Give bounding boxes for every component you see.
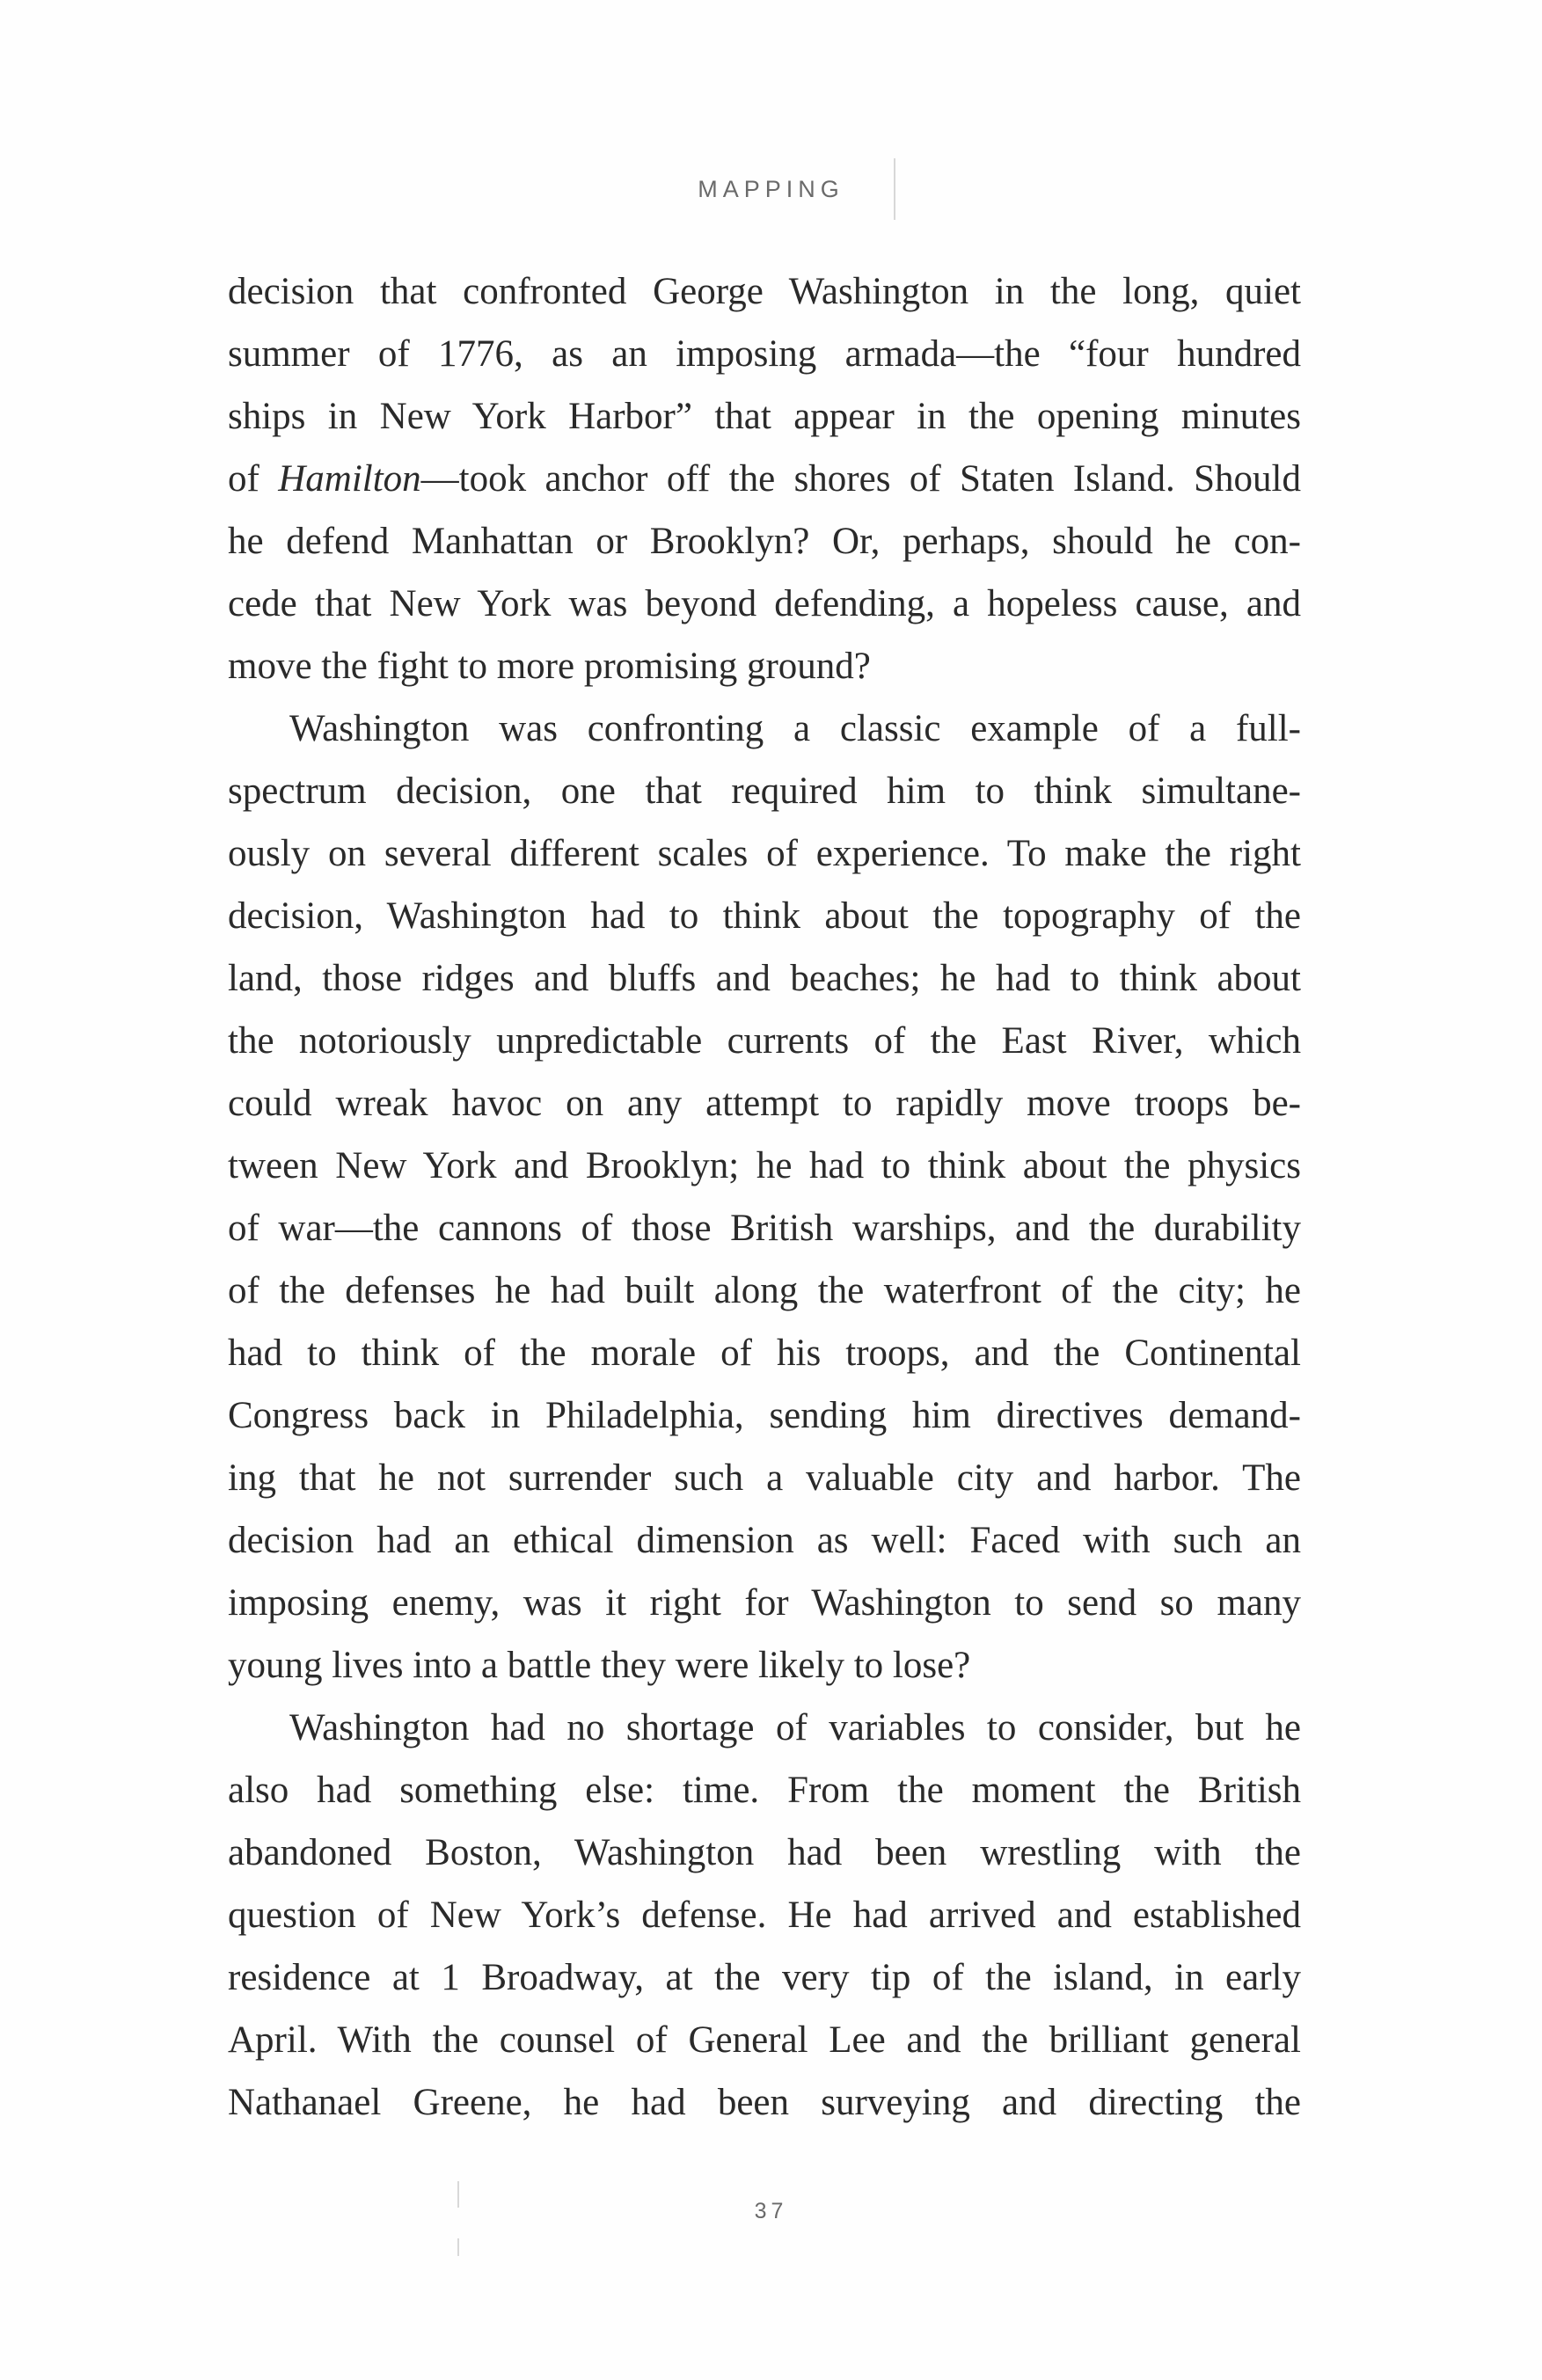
text-line: Washington was confronting a classic example of a full- <box>289 708 1301 749</box>
text-line: ing that he not surrender such a valuable city and harbor. The <box>228 1457 1301 1499</box>
text-line: move the fight to more promising ground? <box>228 646 871 687</box>
text-line: summer of 1776, as an imposing armada—the “four hundred <box>228 333 1301 375</box>
text-line: question of New York’s defense. He had arrived and established <box>228 1895 1301 1936</box>
text-line: April. With the counsel of General Lee and the brilliant general <box>228 2019 1301 2061</box>
text-line: ships in New York Harbor” that appear in the opening minutes <box>228 396 1301 437</box>
text-line: also had something else: time. From the moment the British <box>228 1770 1301 1811</box>
text-line: Congress back in Philadelphia, sending him directives demand- <box>228 1395 1301 1436</box>
text-line: he defend Manhattan or Brooklyn? Or, perhaps, should he con- <box>228 521 1301 562</box>
text-line: tween New York and Brooklyn; he had to think about the physics <box>228 1145 1301 1186</box>
text-line: cede that New York was beyond defending, a hopeless cause, and <box>228 583 1301 624</box>
scan-mark <box>457 2238 459 2256</box>
text-line: could wreak havoc on any attempt to rapidly move troops be- <box>228 1083 1301 1124</box>
text-line: land, those ridges and bluffs and beaches; he had to think about <box>228 958 1301 999</box>
text-line: Washington had no shortage of variables to consider, but he <box>289 1707 1301 1748</box>
text-line: the notoriously unpredictable currents of the East River, which <box>228 1020 1301 1062</box>
work-title: Hamilton <box>278 458 421 500</box>
page-number: 37 <box>754 2199 788 2223</box>
scan-mark <box>894 158 895 220</box>
text-line: of war—the cannons of those British warships, and the durability <box>228 1208 1301 1249</box>
text-line: young lives into a battle they were likely to lose? <box>228 1645 971 1686</box>
text-line: decision that confronted George Washington in the long, quiet <box>228 271 1301 312</box>
text-fragment: of <box>228 458 279 500</box>
text-line: decision had an ethical dimension as well: Faced with such an <box>228 1520 1301 1561</box>
text-line: decision, Washington had to think about the topography of the <box>228 895 1301 937</box>
text-line: residence at 1 Broadway, at the very tip of the island, in early <box>228 1957 1301 1998</box>
text-fragment: —took anchor off the shores of Staten Island. Should <box>420 458 1301 500</box>
scan-mark <box>457 2181 459 2208</box>
text-line: ously on several different scales of experience. To make the right <box>228 833 1301 874</box>
text-line: had to think of the morale of his troops, and the Continental <box>228 1332 1301 1374</box>
running-head: MAPPING <box>698 176 844 202</box>
text-line: abandoned Boston, Washington had been wrestling with the <box>228 1832 1301 1873</box>
text-line: Nathanael Greene, he had been surveying and directing the <box>228 2082 1301 2123</box>
text-line <box>228 448 1301 510</box>
text-line: spectrum decision, one that required him to think simultane- <box>228 770 1301 812</box>
body-text <box>228 260 1301 2134</box>
text-line: of the defenses he had built along the waterfront of the city; he <box>228 1270 1301 1311</box>
text-line: imposing enemy, was it right for Washington to send so many <box>228 1582 1301 1624</box>
